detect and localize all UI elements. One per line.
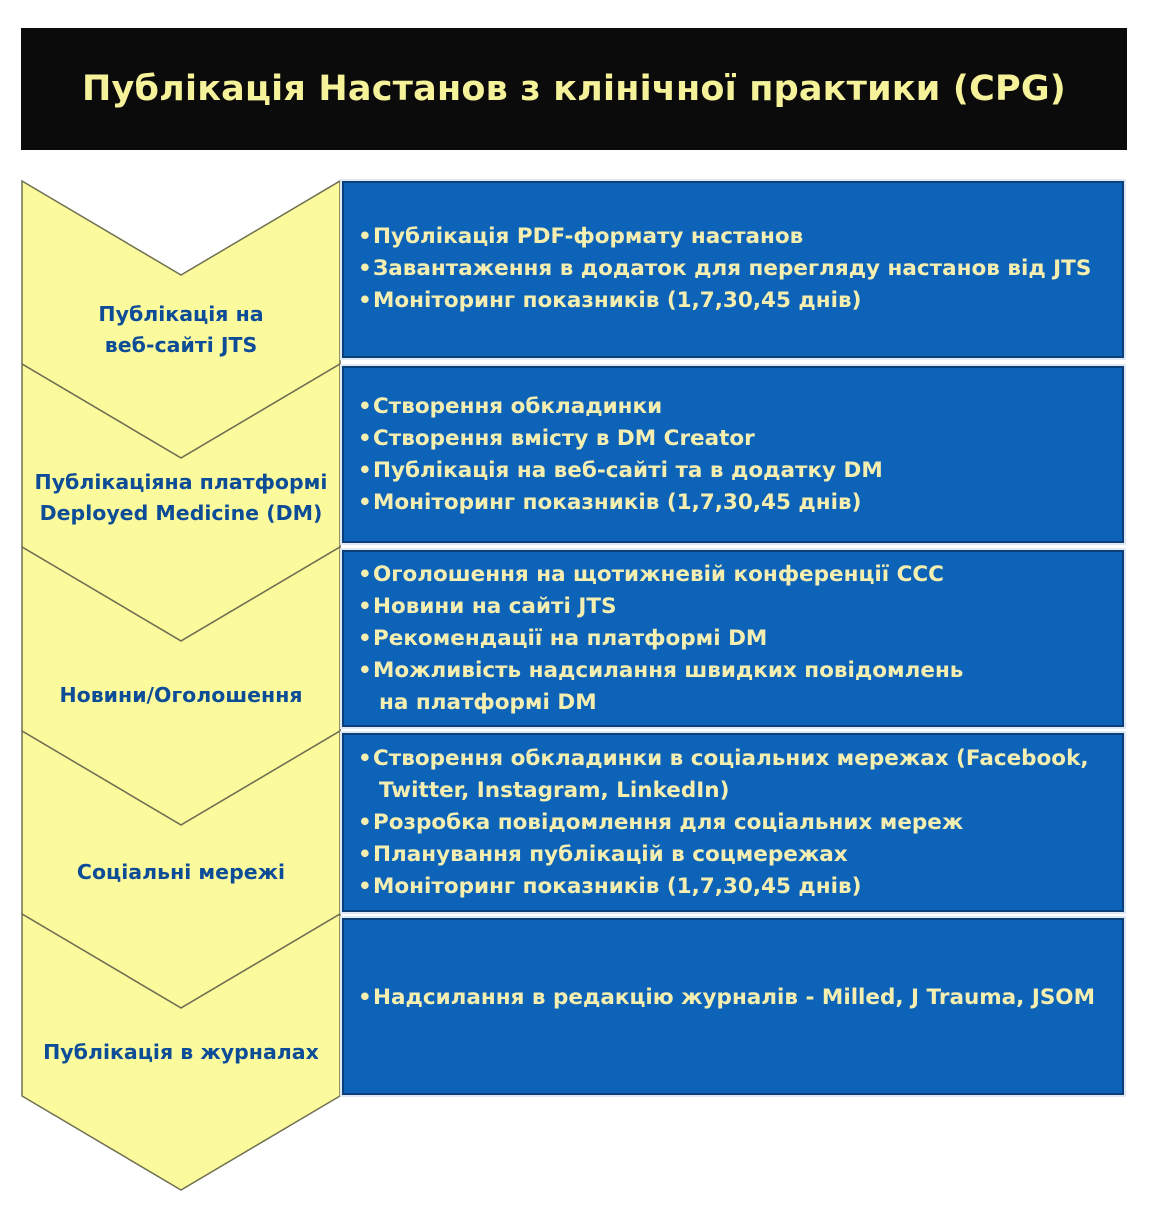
stage-details-list <box>344 743 1089 903</box>
stage-label-line: Публікаціяна платформі <box>34 470 328 494</box>
stage-label-line: Новини/Оголошення <box>59 682 303 707</box>
detail-item <box>358 623 963 655</box>
detail-item-text: Надсилання в редакцію журналів - Milled, J Trauma, JSOM <box>373 985 1095 1010</box>
stage-label-line: Deployed Medicine (DM) <box>39 501 323 525</box>
detail-item <box>358 285 1091 317</box>
detail-item <box>358 839 1089 871</box>
detail-item-text: Створення обкладинки в соціальних мережах (Facebook, <box>373 745 1089 771</box>
stage-label-line: Соціальні мережі <box>76 859 286 884</box>
detail-item-text: Моніторинг показників (1,7,30,45 днів) <box>373 288 862 313</box>
detail-item-text: Моніторинг показників (1,7,30,45 днів) <box>373 489 862 515</box>
detail-item-text: Завантаження в додаток для перегляду настанов від JTS <box>373 256 1092 281</box>
detail-item <box>358 982 1095 1014</box>
stage-details-list <box>344 391 883 519</box>
stage-label-line: Публікація на <box>98 302 264 326</box>
detail-item-text: Новини на сайті JTS <box>373 593 617 619</box>
stage-details-panel <box>342 918 1124 1095</box>
detail-item-text: Публікація на веб-сайті та в додатку DM <box>373 457 883 483</box>
detail-item <box>358 743 1089 807</box>
detail-item-text: Створення обкладинки <box>373 393 663 419</box>
stage-details-panel <box>342 181 1124 358</box>
detail-item <box>358 591 963 623</box>
stage-label <box>22 680 340 711</box>
detail-item <box>358 455 883 487</box>
page-title: Публікація Настанов з клінічної практики (CPG) <box>82 69 1066 109</box>
stage-label <box>22 857 340 888</box>
stage-details-list <box>344 559 963 719</box>
stage-label-line: веб-сайті JTS <box>104 333 258 357</box>
detail-item <box>358 871 1089 903</box>
detail-item-text: Моніторинг показників (1,7,30,45 днів) <box>373 873 862 899</box>
detail-item <box>358 221 1091 253</box>
detail-item <box>358 391 883 423</box>
detail-item-text: Розробка повідомлення для соціальних мереж <box>373 809 964 835</box>
stage-details-panel <box>342 366 1124 543</box>
detail-item-text: Оголошення на щотижневій конференції CCC <box>373 561 944 587</box>
detail-item-text: Можливість надсилання швидких повідомлень <box>373 657 964 683</box>
stage-details-list <box>344 982 1095 1014</box>
detail-item <box>358 655 963 719</box>
stage-details-panel <box>342 550 1124 727</box>
stage-label <box>22 1037 340 1068</box>
stage-label <box>22 467 340 529</box>
detail-item-continuation: на платформі DM <box>379 689 597 715</box>
stage-label-line: Публікація в журналах <box>43 1039 319 1064</box>
stage-details-list <box>344 221 1091 317</box>
stage-details-panel <box>342 733 1124 912</box>
detail-item <box>358 807 1089 839</box>
detail-item <box>358 487 883 519</box>
detail-item-text: Рекомендації на платформі DM <box>373 625 768 651</box>
detail-item-text: Створення вмісту в DM Creator <box>373 425 755 451</box>
detail-item-continuation: Twitter, Instagram, LinkedIn) <box>379 777 730 803</box>
detail-item <box>358 559 963 591</box>
detail-item-text: Планування публікацій в соцмережах <box>373 841 848 867</box>
stage-label <box>22 299 340 361</box>
detail-item <box>358 423 883 455</box>
detail-item-text: Публікація PDF-формату настанов <box>373 224 804 249</box>
detail-item <box>358 253 1091 285</box>
